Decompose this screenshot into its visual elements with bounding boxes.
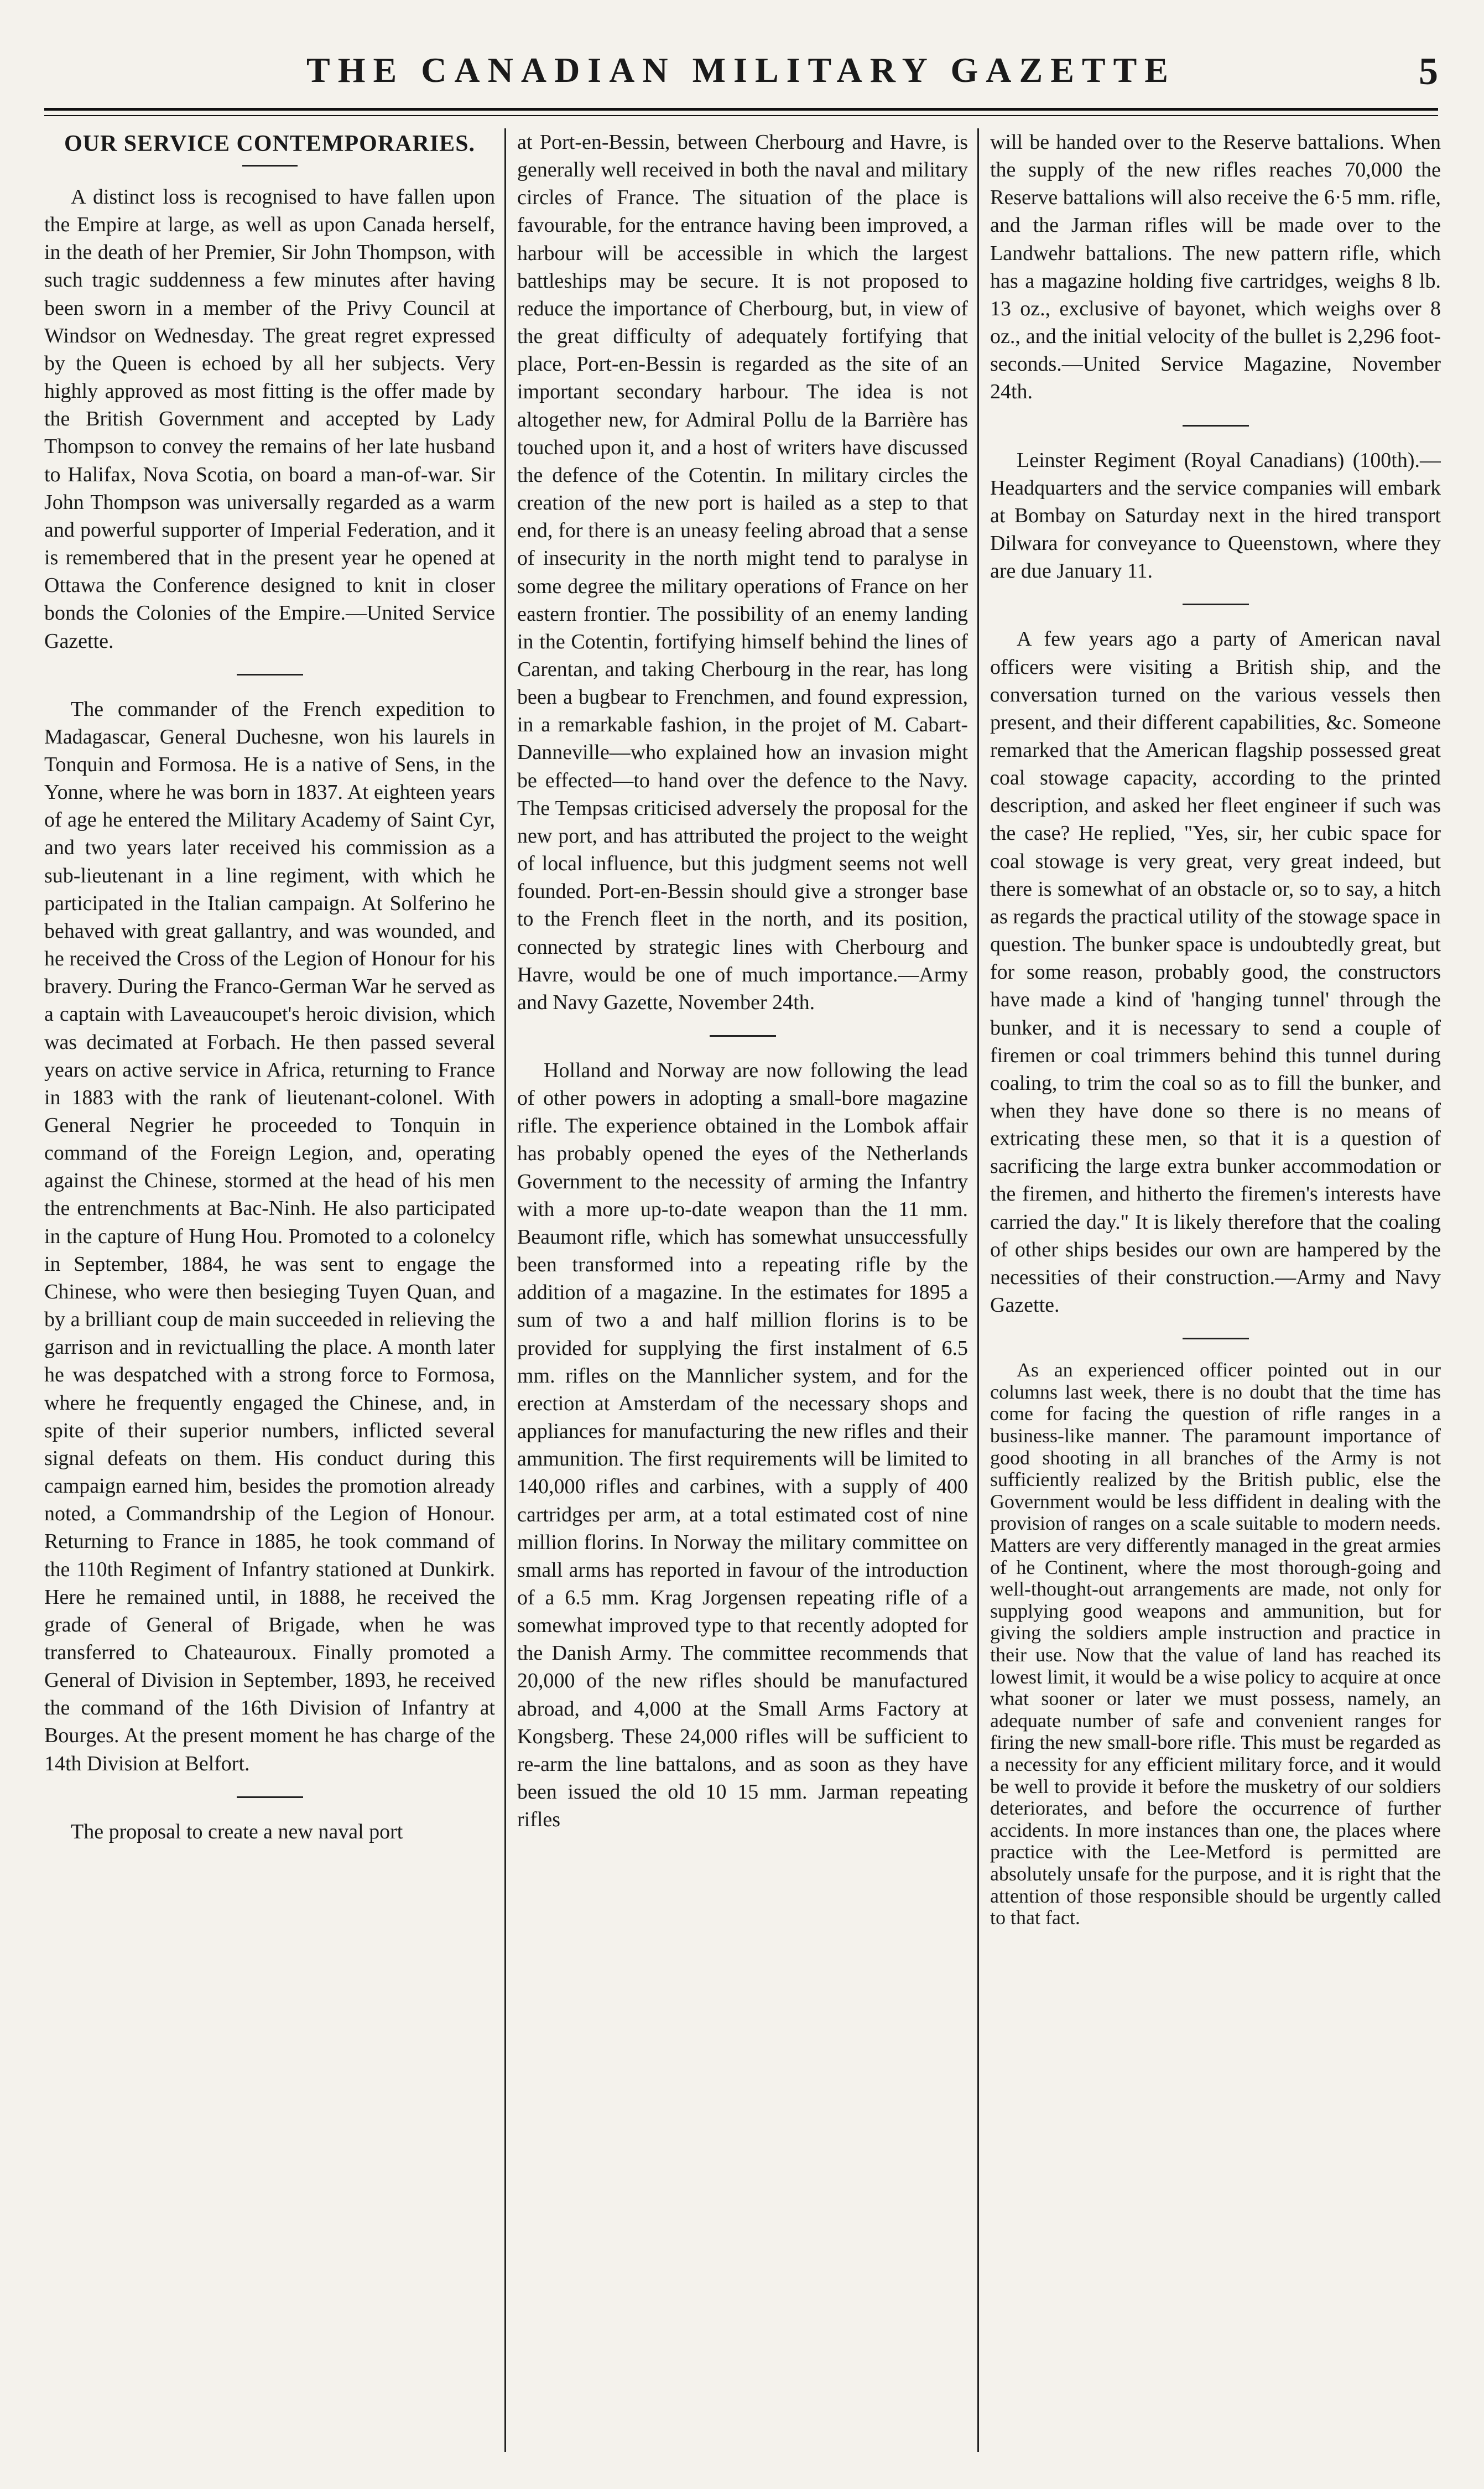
article-duchesne-paragraph: The commander of the French expedition to Madagascar, General Duchesne, won his laurels in Tonquin and Formosa. He is a native of Sens, in the Yonne, where he was born in 1837. At eighteen years of age he entered the Military Academy of Saint Cyr, and two years later received his commission as a sub-lieutenant in a line regiment, with which he participated in the Italian campaign. At Solferino he behaved with great gallantry, and was wounded, and he received the Cross of the Legion of Honour for his bravery. During the Franco-German War he served as a captain with Laveaucoupet's heroic division, which was decimated at Forbach. He then passed several years on active service in Africa, returning to France in 1883 with the rank of lieutenant-colonel. With General Negrier he proceeded to Tonquin in command of the Foreign Legion, and, operating against the Chinese, stormed at the head of his men the entrenchments at Bac-Ninh. He also participated in the capture of Hung Hou. Promoted to a colonelcy in September, 1884, he was sent to engage the Chinese, who were then besieging Tuyen Quan, and by a brilliant coup de main succeeded in relieving the garrison and in revictualling the place. A month later he was despatched with a strong force to Formosa, where he frequently engaged the Chinese, and, in spite of their superior numbers, inflicted several signal defeats on them. His conduct during this campaign earned him, besides the promotion already noted, a Commandrship of the Legion of Honour. Returning to France in 1885, he took command of the 110th Regiment of Infantry stationed at Dunkirk. Here he remained until, in 1888, he received the grade of General of Brigade, when he was transferred to Chateauroux. Finally promoted a General of Division in September, 1893, he received the command of the 16th Division of Infantry at Bourges. At the present moment he has charge of the 14th Division at Belfort. xyxy=(44,697,495,1775)
article-separator xyxy=(237,674,303,675)
section-heading: OUR SERVICE CONTEMPORARIES. xyxy=(64,131,476,157)
publication-title: THE CANADIAN MILITARY GAZETTE xyxy=(306,50,1176,90)
article-holland-norway-rifles: Holland and Norway are now following the lead of other powers in adopting a small-bore magazine rifle. The experience obtained in the Lombok affair has probably opened the eyes of the Netherlands Government to the necessity of arming the Infantry with a more up-to-date weapon than the 11 mm. Beaumont rifle, which has somewhat unsuccessfully been transformed into a repeating rifle by the addition of a magazine. In the estimates for 1895 a sum of two a and half million florins is to be provided for supplying the first instalment of 6.5 mm. rifles on the Mannlicher system, and for the erection at Amsterdam of the necessary shops and appliances for manufacturing the new rifles and their ammunition. The first requirements will be limited to 140,000 rifles and carbines, with a supply of 400 cartridges per arm, at a total estimated cost of nine million florins. In Norway the military committee on small arms has reported in favour of the introduction of a 6.5 mm. Krag Jorgensen repeating rifle of a somewhat improved type to that recently adopted for the Danish Army. The committee recommends that 20,000 of the new rifles should be manufactured abroad, and 4,000 at the Small Arms Factory at Kongsberg. These 24,000 rifles will be sufficient to re-arm the line battalons, and as soon as they have been issued the old 10 15 mm. Jarman repeating rifles xyxy=(517,1059,968,1832)
column-divider xyxy=(504,128,506,2452)
column-2 xyxy=(517,128,968,2446)
article-thompson-paragraph: A distinct loss is recognised to have fallen upon the Empire at large, as well as upon Canada herself, in the death of her Premier, Sir John Thompson, with such tragic suddenness a few minutes after having been sworn in a member of the Privy Council at Windsor on Wednesday. The great regret expressed by the Queen is echoed by all her subjects. Very highly approved as most fitting is the offer made by the British Government and accepted by Lady Thompson to convey the remains of her late husband to Halifax, Nova Scotia, on board a man-of-war. Sir John Thompson was universally regarded as a warm and powerful supporter of Imperial Federation, and it is remembered that in the present year he opened at Ottawa the Conference designed to knit in closer bonds the Colonies of the Empire.—United Service Gazette. xyxy=(44,185,495,653)
heading-rule xyxy=(242,165,298,167)
article-separator xyxy=(237,1796,303,1798)
article-rifles-continued: will be handed over to the Reserve battalions. When the supply of the new rifles reaches 70,000 the Reserve battalions will also receive the 6·5 mm. rifle, and the Jarman rifles will be made over to the Landwehr battalions. The new pattern rifle, which has a magazine holding five cartridges, weighs 8 lb. 13 oz., exclusive of bayonet, which weighs over 8 oz., and the initial velocity of the bullet is 2,296 foot-seconds.—United Service Magazine, November 24th. xyxy=(990,131,1441,404)
column-divider xyxy=(977,128,979,2452)
article-naval-port-start: The proposal to create a new naval port xyxy=(71,1820,403,1843)
article-separator xyxy=(1183,425,1249,427)
column-3 xyxy=(990,128,1441,2446)
page-number: 5 xyxy=(1419,50,1438,93)
article-separator xyxy=(710,1035,776,1037)
article-american-flagship: A few years ago a party of American naval officers were visiting a British ship, and the conversation turned on the various vessels then present, and their different capabilities, &c. Someone remarked that the American flagship possessed great coal stowage capacity, according to the printed description, and asked her fleet engineer if such was the case? He replied, "Yes, sir, her cubic space for coal stowage is very great, very great indeed, but there is somewhat of an obstacle or, so to say, a hitch as regards the practical utility of the stowage space in question. The bunker space is undoubtedly great, but for some reason, probably good, the constructors have made a kind of 'hanging tunnel' through the bunker, and it is necessary to send a couple of firemen or coal trimmers behind this tunnel during coaling, to trim the coal so as to fill the bunker, and when they have done so there is no means of extricating these men, so that it is a question of sacrificing the large extra bunker accommodation or the firemen, and hitherto the firemen's interests have carried the day." It is likely therefore that the coaling of other ships besides our own are hampered by the necessities of their construction.—Army and Navy Gazette. xyxy=(990,627,1441,1317)
masthead xyxy=(44,50,1438,111)
article-separator xyxy=(1183,1338,1249,1339)
article-separator xyxy=(1183,604,1249,605)
header-rule xyxy=(44,108,1438,111)
header-rule-thin xyxy=(44,115,1438,116)
article-naval-port-continued: at Port-en-Bessin, between Cherbourg and Havre, is generally well received in both the naval and military circles of France. The situation of the place is favourable, for the entrance having been improved, a harbour will be accessible in which the largest battleships may be secure. It is not proposed to reduce the importance of Cherbourg, but, in view of the great difficulty of adequately fortifying that place, Port-en-Bessin is regarded as the site of an important secondary harbour. The idea is not altogether new, for Admiral Pollu de la Barrière has touched upon it, and a host of writers have discussed the defence of the Cotentin. In military circles the creation of the new port is hailed as a step to that end, for there is an uneasy feeling abroad that a sense of insecurity in the north might tend to paralyse in some degree the military operations of France on her eastern frontier. The possibility of an enemy landing in the Cotentin, fortifying himself behind the lines of Carentan, and taking Cherbourg in the rear, has long been a bugbear to Frenchmen, and found expression, in a remarkable fashion, in the projet of M. Cabart-Danneville—who explained how an invasion might be effected—to hand over the defence to the Navy. The Tempsas criticised adversely the proposal for the new port, and has attributed the project to the weight of local influence, but this judgment seems not well founded. Port-en-Bessin should give a stronger base to the French fleet in the north, and its position, connected by strategic lines with Cherbourg and Havre, would be one of much importance.—Army and Navy Gazette, November 24th. xyxy=(517,131,968,1014)
article-rifle-ranges: As an experienced officer pointed out in our columns last week, there is no doubt that the time has come for facing the question of rifle ranges in a business-like manner. The paramount importance of good shooting in all branches of the Army is not sufficiently realized by the British public, else the Government would be less diffident in dealing with the provision of ranges on a scale suitable to modern needs. Matters are very differently managed in the great armies of he Continent, where the most thorough-going and well-thought-out arrangements are made, not only for supplying good weapons and ammunition, but for giving the soldiers ample instruction and practice in their use. Now that the value of land has reached its lowest limit, it would be a wise policy to acquire at once what sooner or later we must possess, namely, an adequate number of safe and convenient ranges for firing the new small-bore rifle. This must be regarded as a necessity for any efficient military force, and it would be well to provide it before the musketry of our soldiers deteriorates, and before the occurrence of further accidents. In more instances than one, the places where practice with the Lee-Metford is permitted are absolutely unsafe for the purpose, and it is right that the attention of those responsible should be urgently called to that fact. xyxy=(990,1359,1441,1929)
column-1 xyxy=(44,128,495,2446)
article-leinster-regiment: Leinster Regiment (Royal Canadians) (100th).—Headquarters and the service companies will embark at Bombay on Saturday next in the hired transport Dilwara for conveyance to Queenstown, where they are due January 11. xyxy=(990,448,1441,583)
